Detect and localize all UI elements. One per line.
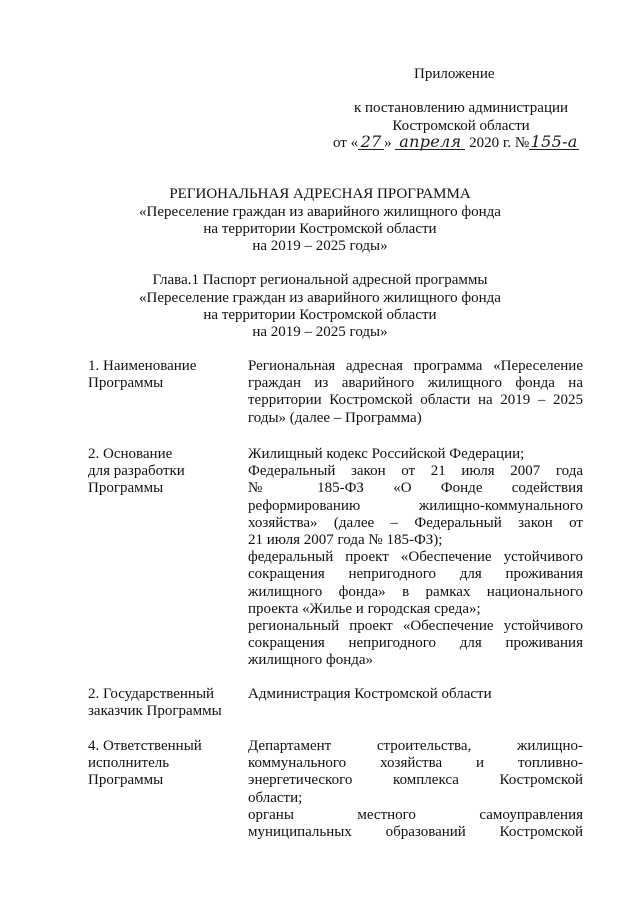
value-line: области; [248, 789, 303, 806]
value-line: региональный проект «Обеспечение устойчивого [248, 618, 583, 635]
program-title: РЕГИОНАЛЬНАЯ АДРЕСНАЯ ПРОГРАММА [169, 186, 471, 202]
program-subtitle-line2: на территории Костромской области [203, 221, 437, 237]
label-line: Программы [88, 375, 164, 392]
value-line: жилищного фонда» [248, 652, 374, 669]
handwritten-number: 155-а [530, 132, 578, 151]
value-line: Департамент строительства, жилищно- [248, 738, 583, 754]
label-line: исполнитель [88, 755, 170, 772]
label-line: 4. Ответственный [88, 738, 202, 754]
label-line: заказчик Программы [88, 703, 222, 720]
resolution-line: к постановлению администрации [353, 100, 569, 116]
value-line: коммунального хозяйства и топливно- [248, 755, 583, 772]
date-year: 2020 г. № [469, 135, 530, 151]
label-line: 1. Наименование [88, 358, 197, 374]
label-line: Программы [88, 772, 164, 789]
value-line: муниципальных образований Костромской [248, 824, 583, 841]
value-line: Администрация Костромской области [248, 686, 492, 702]
appendix-label: Приложение [414, 66, 495, 82]
value-line: № 185-ФЗ «О Фонде содействия [248, 480, 583, 497]
value-line: органы местного самоуправления [248, 806, 583, 823]
chapter-subtitle-line3: на 2019 – 2025 годы» [252, 324, 388, 340]
value-line: федеральный проект «Обеспечение устойчивого [248, 549, 583, 566]
program-subtitle-line1: «Переселение граждан из аварийного жилищного фонда [139, 204, 501, 220]
row-label [88, 738, 238, 790]
row-value [248, 738, 583, 841]
resolution-date [333, 134, 579, 152]
row-value [248, 686, 583, 703]
chapter-heading: Глава.1 Паспорт региональной адресной программы [152, 272, 488, 288]
label-line: Программы [88, 480, 164, 497]
chapter-subtitle-line1: «Переселение граждан из аварийного жилищного фонда [139, 290, 501, 306]
row-value [248, 446, 583, 670]
row-label [88, 686, 248, 720]
date-day-suffix: » [384, 135, 392, 151]
label-line: для разработки [88, 463, 185, 480]
chapter-subtitle-line2: на территории Костромской области [203, 307, 437, 323]
value-line: реформированию жилищно-коммунального [248, 497, 583, 514]
value-line: хозяйства» (далее – Федеральный закон от [248, 514, 583, 531]
row-label [88, 358, 238, 392]
handwritten-month: апреля [395, 134, 465, 150]
handwritten-day: 27 [358, 134, 384, 150]
value-line: Региональная адресная программа «Переселение [248, 358, 583, 374]
value-line: проекта «Жилье и городская среда»; [248, 600, 481, 617]
value-line: жилищного фонда» в рамках национального [248, 583, 583, 600]
label-line: 2. Государственный [88, 686, 215, 702]
value-line: Жилищный кодекс Российской Федерации; [248, 446, 525, 462]
value-line: Федеральный закон от 21 июля 2007 года [248, 463, 583, 480]
label-line: 2. Основание [88, 446, 173, 462]
value-line: сокращения непригодного для проживания [248, 566, 583, 583]
value-line: 21 июля 2007 года № 185-ФЗ); [248, 532, 443, 549]
row-label [88, 446, 238, 498]
value-line: территории Костромской области на 2019 – 2025 [248, 392, 583, 409]
row-value [248, 358, 583, 427]
value-line: энергетического комплекса Костромской [248, 772, 583, 789]
value-line: граждан из аварийного жилищного фонда на [248, 375, 583, 392]
value-line: годы» (далее – Программа) [248, 409, 422, 426]
value-line: сокращения непригодного для проживания [248, 635, 583, 652]
region-line: Костромской области [392, 118, 530, 134]
program-subtitle-line3: на 2019 – 2025 годы» [252, 238, 388, 254]
date-prefix: от « [333, 135, 359, 151]
